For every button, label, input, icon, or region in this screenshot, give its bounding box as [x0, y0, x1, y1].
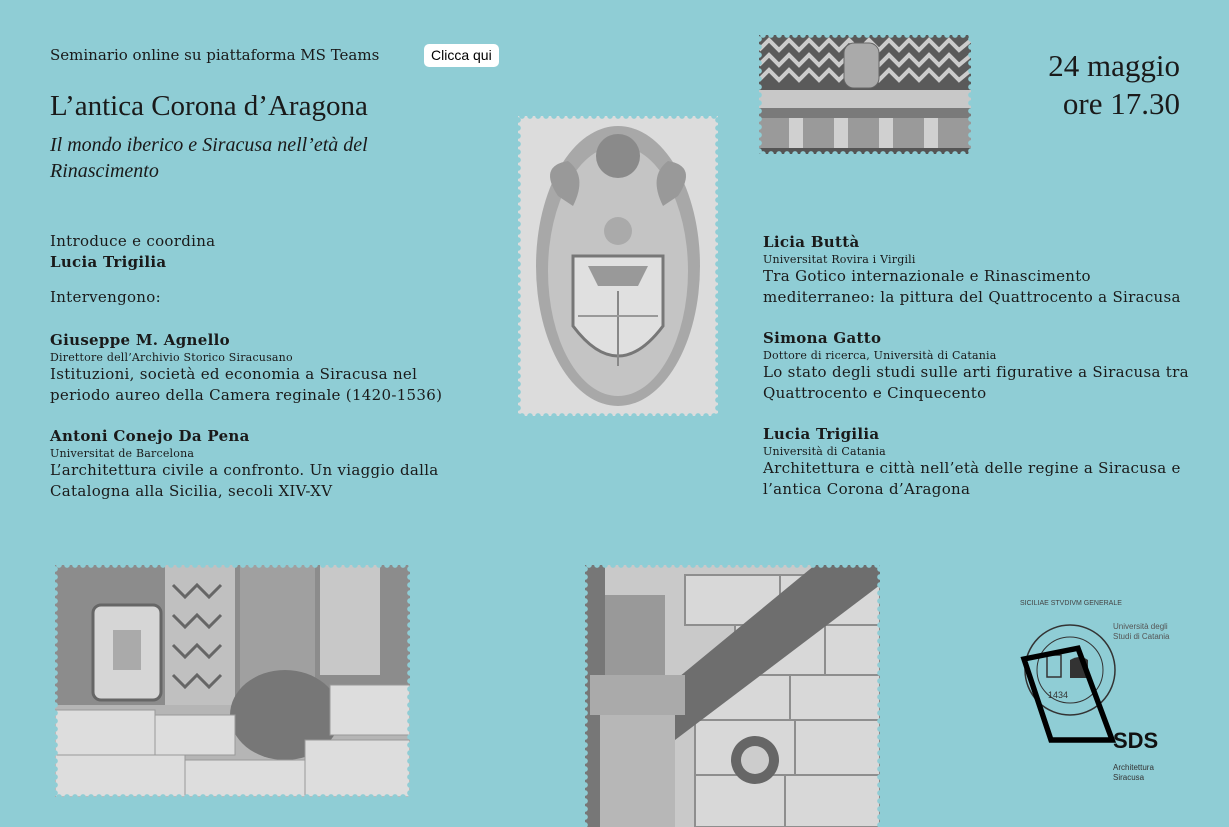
event-date [990, 47, 1180, 123]
event-time: ore 17.30 [1062, 86, 1180, 121]
speaker-affiliation: Dottore di ricerca, Università di Catania [763, 349, 997, 362]
speaker-name: Licia Buttà [763, 233, 860, 251]
speaker-block [50, 426, 470, 502]
sds-subtitle: Architettura Siracusa [1113, 763, 1154, 782]
seminar-platform-label: Seminario online su piattaforma MS Teams [50, 46, 380, 64]
speaker-block [763, 328, 1203, 404]
intro-name: Lucia Trigilia [50, 253, 167, 271]
speaker-name: Lucia Trigilia [763, 425, 880, 443]
coat-of-arms-stamp-image [518, 116, 718, 416]
right-program [763, 232, 1203, 514]
speaker-affiliation: Università di Catania [763, 445, 886, 458]
seal-year: 1434 [1048, 690, 1069, 700]
speaker-affiliation: Direttore dell’Archivio Storico Siracusano [50, 351, 293, 364]
speaker-affiliation: Universitat Rovira i Virgili [763, 253, 916, 266]
speaker-talk: Lo stato degli studi sulle arti figurative a Siracusa tra Quattrocento e Cinquecento [763, 363, 1189, 402]
intro-label: Introduce e coordina [50, 232, 216, 250]
wall-decoration-stamp-image [55, 565, 410, 797]
frieze-stamp-image [759, 35, 971, 154]
left-program [50, 231, 470, 516]
speaker-name: Antoni Conejo Da Pena [50, 427, 250, 445]
gothic-arch-stamp-image [585, 565, 880, 827]
click-here-button[interactable]: Clicca qui [424, 44, 499, 67]
speaker-name: Giuseppe M. Agnello [50, 331, 230, 349]
university-name: Università degli Studi di Catania [1113, 622, 1170, 641]
speakers-label: Intervengono: [50, 288, 161, 306]
page-subtitle: Il mondo iberico e Siracusa nell’età del Rinascimento [50, 134, 368, 182]
speaker-talk: Istituzioni, società ed economia a Siracusa nel periodo aureo della Camera reginale (1420-1536) [50, 365, 443, 404]
page-title: L’antica Corona d’Aragona [50, 90, 368, 122]
speaker-block [50, 330, 470, 406]
speaker-talk: Architettura e città nell’età delle regine a Siracusa e l’antica Corona d’Aragona [763, 459, 1181, 498]
event-day: 24 maggio [1048, 48, 1180, 83]
speaker-talk: L’architettura civile a confronto. Un viaggio dalla Catalogna alla Sicilia, secoli XIV-XV [50, 461, 439, 500]
speaker-talk: Tra Gotico internazionale e Rinascimento mediterraneo: la pittura del Quattrocento a Siracusa [763, 267, 1181, 306]
sds-logo-text: SDS [1113, 728, 1159, 753]
speaker-name: Simona Gatto [763, 329, 882, 347]
speaker-block [763, 232, 1203, 308]
speaker-affiliation: Universitat de Barcelona [50, 447, 195, 460]
speaker-block [763, 424, 1203, 500]
seal-text: SICILIAE STVDIVM GENERALE [1020, 600, 1122, 607]
